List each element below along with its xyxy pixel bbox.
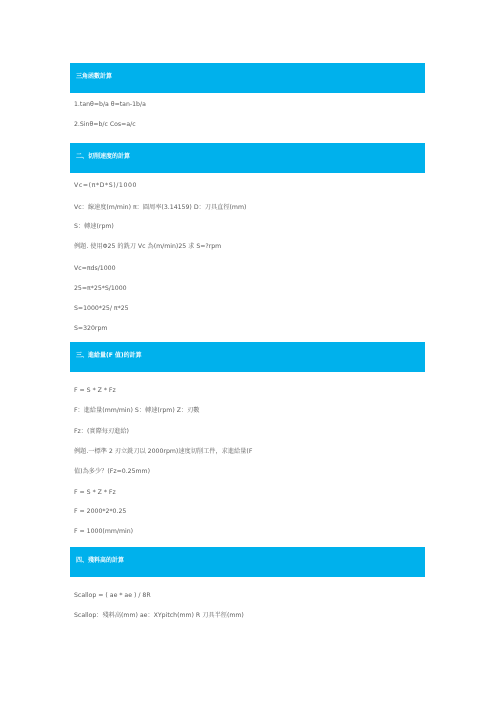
text-line: 2.Sinθ=b/c Cos=a/c xyxy=(74,121,136,128)
section-title: 三、進給量(F 值)的計算 xyxy=(76,352,142,359)
text-line: F = 1000(mm/min) xyxy=(74,528,134,535)
section-header-feed-rate xyxy=(70,342,425,372)
formula-line: F = S * Z * Fz xyxy=(74,387,116,394)
formula-line: Scallop = ( ae * ae ) / 8R xyxy=(74,592,151,599)
text-line: S=320rpm xyxy=(74,325,108,332)
text-line: F = S * Z * Fz xyxy=(74,489,116,496)
text-line: F：進給量(mm/min) S：轉速(rpm) Z：刃數 xyxy=(74,407,200,414)
text-line: 例題.一標準 2 刃立銑刀以 2000rpm)速度切削工件，求進給量(F xyxy=(74,448,253,455)
text-line: 例題. 使用Φ25 的銑刀 Vc 為(m/min)25 求 S=?rpm xyxy=(74,243,222,250)
text-line: Fz：(實際每刃進給) xyxy=(74,428,129,435)
text-line: 25=π*25*S/1000 xyxy=(74,285,127,292)
text-line: Vc：線速度(m/min) π：圓周率(3.14159) D：刀具直徑(mm) xyxy=(74,204,247,211)
text-line: S：轉速(rpm) xyxy=(74,223,114,230)
formula-line: Vc=(π*D*S)/1000 xyxy=(74,182,138,189)
text-line: Scallop：殘料高(mm) ae：XYpitch(mm) R 刀具半徑(mm) xyxy=(74,612,244,619)
text-line: S=1000*25/ π*25 xyxy=(74,305,129,312)
section-title: 四、殘料高的計算 xyxy=(76,557,125,564)
section-header-trig xyxy=(70,63,425,93)
section-header-cutting-speed xyxy=(70,143,425,173)
text-line: 1.tanθ=b/a θ=tan-1b/a xyxy=(74,101,146,108)
text-line: 值)為多少？(Fz=0.25mm) xyxy=(74,468,151,475)
text-line: F = 2000*2*0.25 xyxy=(74,508,127,515)
section-header-scallop xyxy=(70,547,425,577)
section-title: 二、切削速度的計算 xyxy=(76,153,131,160)
section-title: 三角函數計算 xyxy=(76,73,113,80)
text-line: Vc=πds/1000 xyxy=(74,265,116,272)
